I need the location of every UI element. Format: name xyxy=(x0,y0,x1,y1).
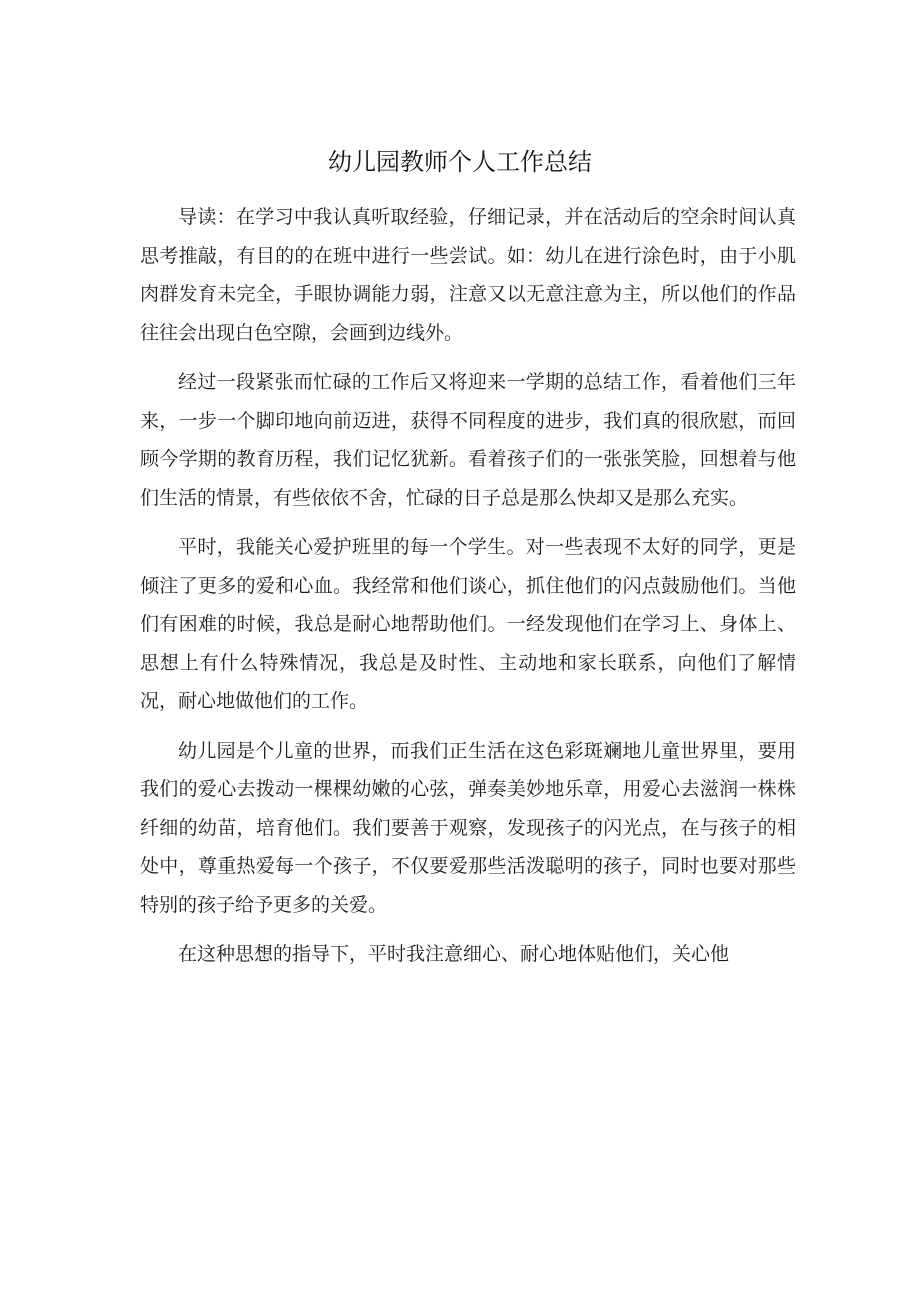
paragraph-world: 幼儿园是个儿童的世界，而我们正生活在这色彩斑斓地儿童世界里，要用我们的爱心去拨动一棵棵幼嫩的心弦，弹奏美妙地乐章，用爱心去滋润一株株纤细的幼苗，培育他们。我们要善于观察，发现孩子的闪光点，在与孩子的相处中，尊重热爱每一个孩子，不仅要爱那些活泼聪明的孩子，同时也要对那些特别的孩子给予更多的关爱。 xyxy=(140,739,796,916)
paragraph-care: 平时，我能关心爱护班里的每一个学生。对一些表现不太好的同学，更是倾注了更多的爱和心血。我经常和他们谈心，抓住他们的闪点鼓励他们。当他们有困难的时候，我总是耐心地帮助他们。一经发现他们在学习上、身体上、思想上有什么特殊情况，我总是及时性、主动地和家长联系，向他们了解情况，耐心地做他们的工作。 xyxy=(140,536,796,712)
paragraph-intro: 导读：在学习中我认真听取经验，仔细记录，并在活动后的空余时间认真思考推敲，有目的的在班中进行一些尝试。如：幼儿在进行涂色时，由于小肌肉群发育未完全，手眼协调能力弱，注意又以无意注意为主，所以他们的作品往往会出现白色空隙，会画到边线外。 xyxy=(140,206,796,344)
document-title: 幼儿园教师个人工作总结 xyxy=(328,148,592,176)
paragraph-guidance: 在这种思想的指导下，平时我注意细心、耐心地体贴他们，关心他 xyxy=(178,943,730,965)
paragraph-review: 经过一段紧张而忙碌的工作后又将迎来一学期的总结工作，看着他们三年来，一步一个脚印地向前迈进，获得不同程度的进步，我们真的很欣慰，而回顾今学期的教育历程，我们记忆犹新。看着孩子们的一张张笑脸，回想着与他们生活的情景，有些依依不舍，忙碌的日子总是那么快却又是那么充实。 xyxy=(140,371,796,509)
document-body xyxy=(140,198,796,985)
